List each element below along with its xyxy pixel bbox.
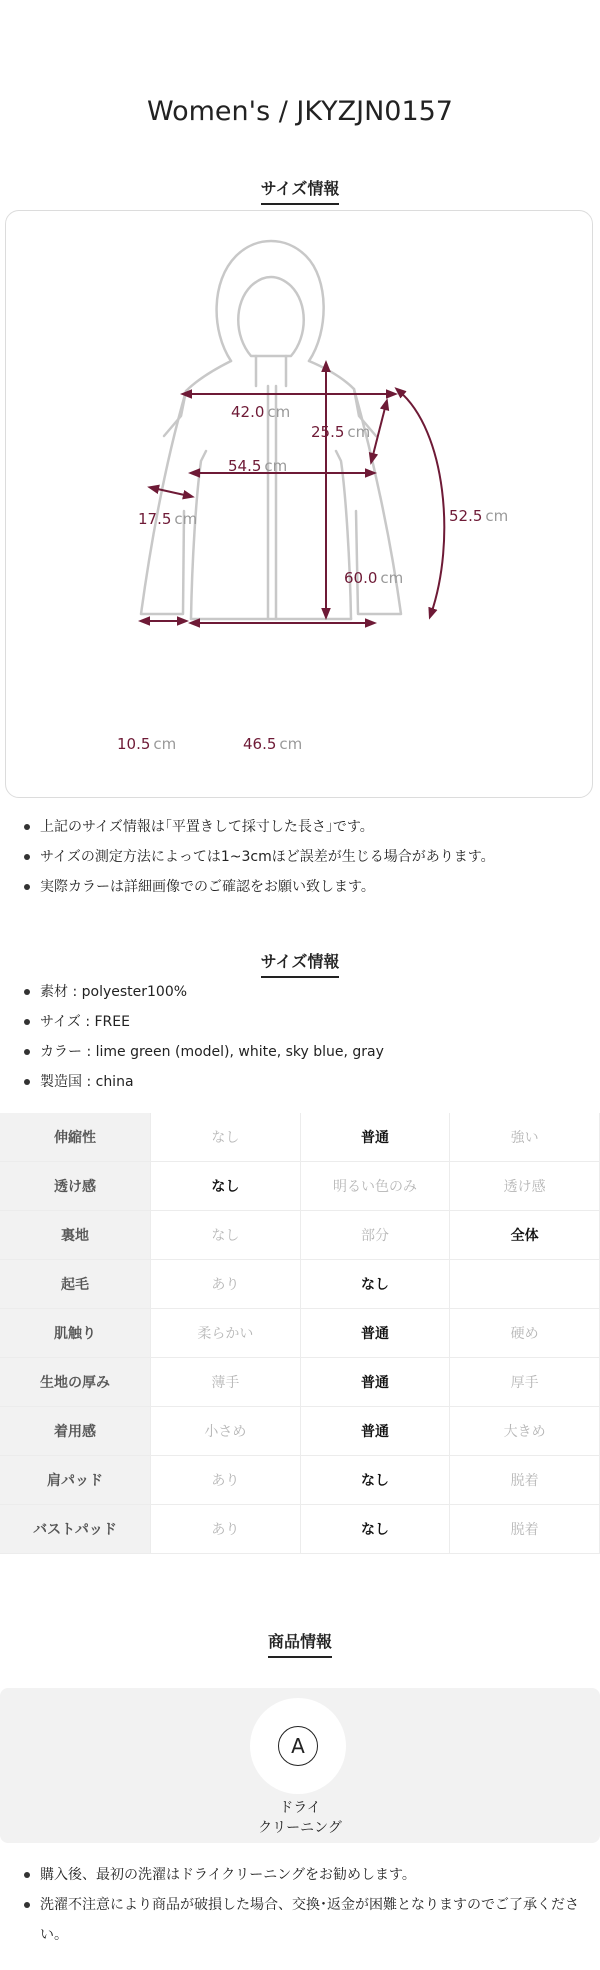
- attribute-option: なし: [151, 1113, 301, 1162]
- care-info-box: [0, 1688, 600, 1843]
- attribute-option: 大きめ: [450, 1407, 600, 1456]
- attribute-row: [0, 1505, 600, 1554]
- jacket-illustration: [6, 211, 594, 799]
- sleeve-line: [399, 391, 444, 614]
- attribute-option: 透け感: [450, 1162, 600, 1211]
- spec-item: 製造国 : china: [40, 1067, 600, 1097]
- attribute-label: 生地の厚み: [0, 1358, 151, 1407]
- size-note: 上記のサイズ情報は｢平置きして採寸した長さ｣です。: [40, 812, 600, 842]
- care-note: 購入後、最初の洗濯はドライクリーニングをお勧めします。: [40, 1860, 600, 1890]
- attribute-row: [0, 1113, 600, 1162]
- attribute-option: あり: [151, 1260, 301, 1309]
- attribute-option: あり: [151, 1456, 301, 1505]
- size-diagram: [5, 210, 593, 798]
- chest-label: 54.5 cm: [228, 457, 288, 475]
- spec-item: 素材 : polyester100%: [40, 977, 600, 1007]
- attribute-table: [0, 1113, 600, 1554]
- attribute-option: 柔らかい: [151, 1309, 301, 1358]
- shoulder-label: 42.0 cm: [231, 403, 291, 421]
- attribute-option: 薄手: [151, 1358, 301, 1407]
- attribute-row: [0, 1211, 600, 1260]
- attribute-option: 普通: [300, 1309, 450, 1358]
- size-section-title: [0, 172, 600, 205]
- attribute-row: [0, 1162, 600, 1211]
- hood-label: 25.5 cm: [311, 423, 371, 441]
- attribute-option: 厚手: [450, 1358, 600, 1407]
- size-note: 実際カラーは詳細画像でのご確認をお願い致します。: [40, 872, 600, 902]
- attribute-option: 普通: [300, 1407, 450, 1456]
- attribute-row: [0, 1358, 600, 1407]
- spec-list: [20, 977, 600, 1097]
- sleeve-label: 52.5 cm: [449, 507, 509, 525]
- care-icon-circle: [250, 1698, 346, 1794]
- care-label-line2: クリーニング: [258, 1820, 342, 1836]
- product-section-title-text: 商品情報: [268, 1629, 332, 1658]
- product-section-title: [0, 1625, 600, 1658]
- attribute-option: なし: [151, 1211, 301, 1260]
- care-label: [0, 1798, 600, 1838]
- attribute-row: [0, 1407, 600, 1456]
- hem-label: 46.5 cm: [243, 735, 303, 753]
- size-section-title-text: サイズ情報: [261, 176, 340, 205]
- attribute-row: [0, 1260, 600, 1309]
- attribute-option: 脱着: [450, 1456, 600, 1505]
- size-note: サイズの測定方法によっては1~3cmほど誤差が生じる場合があります。: [40, 842, 600, 872]
- attribute-option: 明るい色のみ: [300, 1162, 450, 1211]
- attribute-option: 部分: [300, 1211, 450, 1260]
- attribute-option: なし: [300, 1505, 450, 1554]
- hood-line: [372, 404, 386, 459]
- attribute-table-body: [0, 1113, 600, 1554]
- attribute-option: なし: [300, 1456, 450, 1505]
- spec-section-title: [0, 945, 600, 978]
- attribute-option: 普通: [300, 1358, 450, 1407]
- size-notes-list: [20, 812, 600, 902]
- attribute-label: 肌触り: [0, 1309, 151, 1358]
- attribute-label: 裏地: [0, 1211, 151, 1260]
- cuff-label: 10.5 cm: [117, 735, 177, 753]
- attribute-label: 着用感: [0, 1407, 151, 1456]
- attribute-option: あり: [151, 1505, 301, 1554]
- attribute-label: バストパッド: [0, 1505, 151, 1554]
- attribute-option: [450, 1260, 600, 1309]
- spec-item: カラー : lime green (model), white, sky blue, gray: [40, 1037, 600, 1067]
- product-title: Women's / JKYZJN0157: [147, 96, 453, 127]
- attribute-option: 小さめ: [151, 1407, 301, 1456]
- attribute-label: 伸縮性: [0, 1113, 151, 1162]
- measurement-labels: [117, 403, 508, 753]
- attribute-option: 強い: [450, 1113, 600, 1162]
- attribute-label: 肩パッド: [0, 1456, 151, 1505]
- attribute-option: なし: [151, 1162, 301, 1211]
- attribute-label: 起毛: [0, 1260, 151, 1309]
- care-label-line1: ドライ: [279, 1800, 321, 1816]
- attribute-option: 普通: [300, 1113, 450, 1162]
- care-note: 洗濯不注意により商品が破損した場合、交換･返金が困難となりますのでご了承ください。: [40, 1890, 600, 1950]
- armhole-line: [153, 488, 189, 496]
- attribute-option: 硬め: [450, 1309, 600, 1358]
- attribute-row: [0, 1456, 600, 1505]
- length-label: 60.0 cm: [344, 569, 404, 587]
- care-notes-list: [20, 1860, 600, 1950]
- armhole-label: 17.5 cm: [138, 510, 198, 528]
- attribute-label: 透け感: [0, 1162, 151, 1211]
- spec-item: サイズ : FREE: [40, 1007, 600, 1037]
- spec-section-title-text: サイズ情報: [261, 949, 340, 978]
- dry-cleaning-icon: A: [278, 1726, 318, 1766]
- attribute-option: 全体: [450, 1211, 600, 1260]
- attribute-row: [0, 1309, 600, 1358]
- attribute-option: なし: [300, 1260, 450, 1309]
- attribute-option: 脱着: [450, 1505, 600, 1554]
